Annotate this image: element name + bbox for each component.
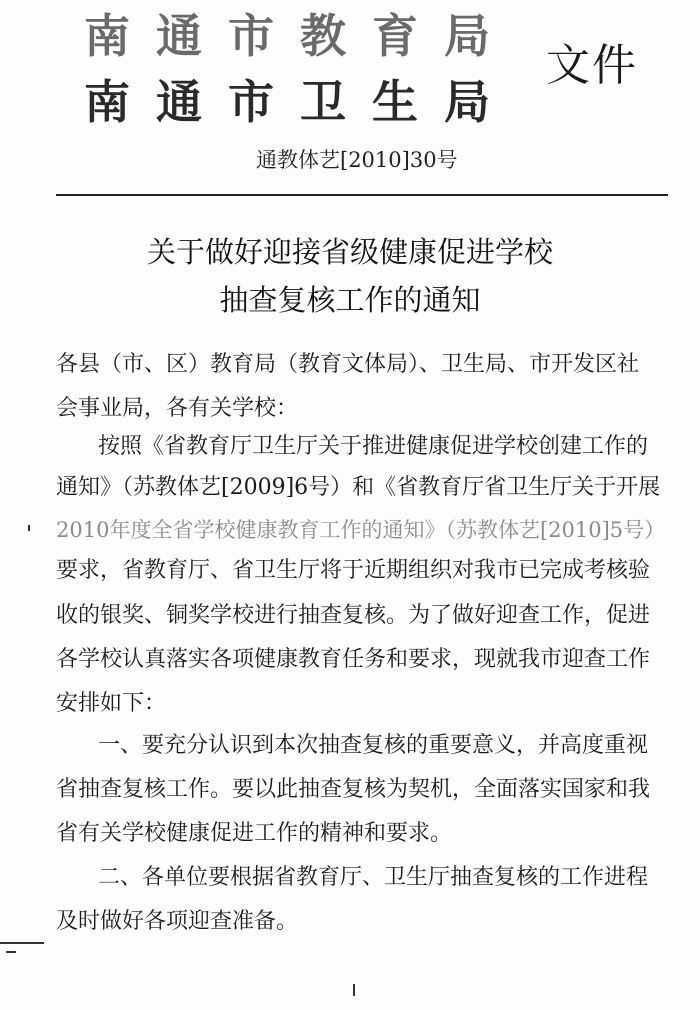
file-label: 文件 [546, 40, 638, 91]
binding-mark [6, 951, 16, 953]
body-line: 安排如下： [56, 691, 167, 716]
body-line: 省抽查复核工作。要以此抽查复核为契机，全面落实国家和我 [56, 777, 651, 802]
binding-mark [0, 942, 44, 944]
body-line: 要求，省教育厅、省卫生厅将于近期组织对我市已完成考核验 [56, 558, 651, 583]
body-line: 通知》（苏教体艺[2009]6号）和《省教育厅省卫生厅关于开展 [56, 475, 661, 500]
page-number-mark [353, 984, 355, 996]
header-divider [56, 194, 668, 196]
body-line: 会事业局，各有关学校： [56, 396, 299, 421]
body-line: 省有关学校健康促进工作的精神和要求。 [56, 821, 453, 846]
scan-speck [28, 525, 30, 531]
body-line: 各学校认真落实各项健康教育任务和要求，现就我市迎查工作 [56, 647, 651, 672]
issuer-education-bureau: 南通市教育局 [84, 9, 516, 63]
body-line: 收的银奖、铜奖学校进行抽查复核。为了做好迎查工作，促进 [56, 603, 651, 628]
document-title-line-2: 抽查复核工作的通知 [219, 283, 481, 317]
body-line: 一、要充分认识到本次抽查复核的重要意义，并高度重视 [98, 733, 649, 758]
body-line: 按照《省教育厅卫生厅关于推进健康促进学校创建工作的 [98, 434, 649, 459]
document-number: 通教体艺[2010]30号 [256, 148, 458, 172]
body-line: 各县（市、区）教育局（教育文体局）、卫生局、市开发区社 [56, 352, 640, 377]
body-line: 及时做好各项迎查准备。 [56, 909, 299, 934]
body-line: 2010年度全省学校健康教育工作的通知》（苏教体艺[2010]5号） [56, 518, 666, 542]
issuer-health-bureau: 南通市卫生局 [84, 75, 516, 129]
document-title-line-1: 关于做好迎接省级健康促进学校 [146, 235, 553, 269]
body-line: 二、各单位要根据省教育厅、卫生厅抽查复核的工作进程 [98, 865, 649, 890]
